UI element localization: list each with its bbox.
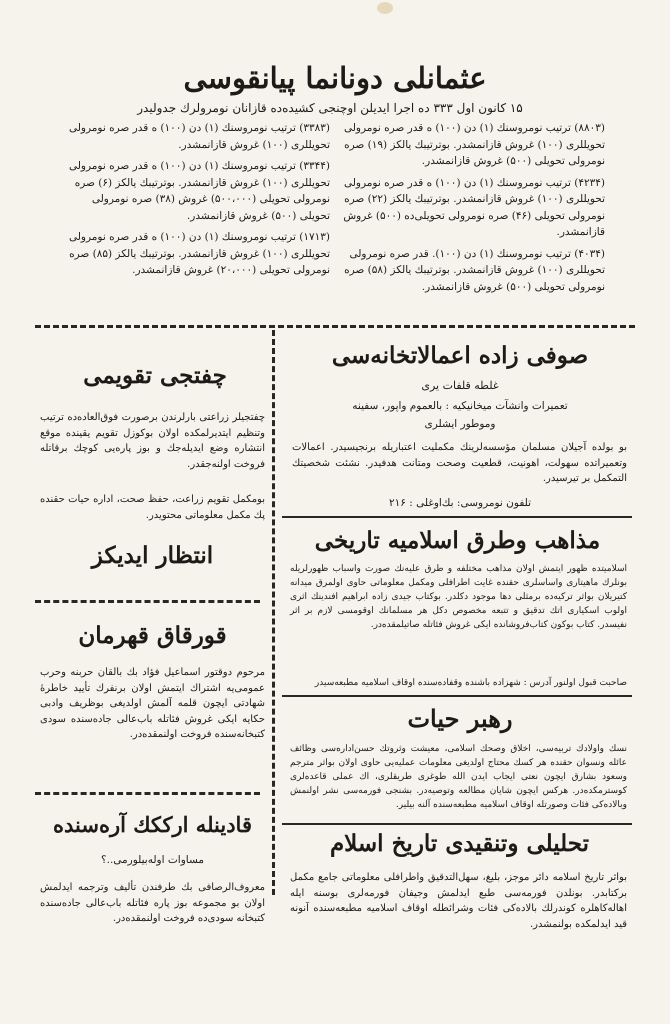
lottery-entry: (۱۷۱۳) ترتیب نومروسنك (۱) دن (۱۰۰) ه قدر صره نومرولی تحویللری (۱۰۰) غروش قازانمشدر. بوترتیبك یالکز (۸۵) صره نومرولی تحویلی (۲۰،۰۰۰) غروش قازانمشدر. bbox=[68, 231, 330, 276]
coward-hero-title: قورقاق قهرمان bbox=[78, 622, 227, 649]
islam-history-body: اسلامیتده ظهور ایتمش اولان مذاهب مختلفه و طرق علیه‌نك صورت واسباب ظهورلریله بونلرك ماهیتاری واساسلری حقنده غایت اطرافلی ومکمل معلوماتی حاوی اولمرق میدانه کتیریلان بواثر ترکیه‌ده برمثلی دها موجود دکلدر. بوکتاب جیدی زاده ابراهیم افندینك اثری اولوب اسکیاری اتك تدقیق و تتبعه مخصوص دکل هر مسلمانك اوقومسی لازم بر اثر نفیسدر. کتاب بوکون کتاب‌فروشانده ایکی غروش فئاتله صاتیلمقده‌در. bbox=[290, 564, 627, 630]
islam-history-title: مذاهب وطرق اسلامیه تاریخی bbox=[314, 527, 601, 554]
lottery-entry: (۳۳۸۳) ترتیب نومروسنك (۱) دن (۱۰۰) ه قدر صره نومرولی تحویللری (۱۰۰) غروش قازانمشدر. bbox=[68, 122, 330, 151]
women-men-subtitle: مساوات اوله‌بیلورمی..؟ bbox=[101, 854, 204, 866]
lottery-entry: (۳۳۴۴) ترتیب نومروسنك (۱) دن (۱۰۰) ه قدر صره نومرولی تحویللری (۱۰۰) غروش قازانمشدر. بوترتیبك یالکز (۶) صره نومرولی تحویلی (۵۰۰،۰۰۰) غروش (۳۸) صره نومرولی تحویلی (۵۰۰) غروش قازانمشدر. bbox=[68, 160, 330, 222]
factory-services-2: وموطور ایشلری bbox=[424, 418, 496, 430]
factory-phone: تلفون نومروسی: بك‌اوغلی : ۲۱۶ bbox=[388, 497, 532, 509]
lottery-entry: (۴۰۳۴) ترتیب نومروسنك (۱) دن (۱۰۰). قدر صره نومرولی تحویللری (۱۰۰) غروش قازانمشدر. بوترتیبك یالکز (۵۸) صره نومرولی تحویلی (۵۰۰) غروش قازانمشدر. bbox=[344, 247, 605, 293]
await-title: انتظار ایدیکز bbox=[91, 542, 214, 569]
coward-hero-body: مرحوم دوقتور اسماعیل فؤاد بك بالقان حربنه وحرب عمومی‌یه اشتراك ایتمش اولان برنفرك تأیید خاطرهٔ شهادتی ایچون قلمه آلمش اولدیغی بوظریف وادبی حکایه ایکی غروش فئاتله باب‌عالی جاده‌سنده سودی کتبخانه‌سنده فروخت اولنمقده‌در. bbox=[40, 667, 265, 740]
divider bbox=[35, 600, 260, 603]
critical-history-body: بواثر تاریخ اسلامه دائر موجز، بلیغ، سهل‌التدقیق واطرافلی معلوماتی جامع مکمل برکتابدر. بونلدن فورمه‌سی طبع ایدلمش وجیفان فورمه‌لری بوسنه ایله اهاله‌کاهلره کوندرلك بالاده‌کی فئات وشرائطله اوقاف اسلامیه مطبعه‌سنده آنونه قید ایدلمکده بولنمشدر. bbox=[290, 872, 627, 930]
lottery-title: عثمانلی دونانما پیانقوسی bbox=[183, 61, 487, 95]
women-men-body: معروف‌الرصافی بك طرفندن تألیف وترجمه ایدلمش اولان بو مجموعه بوز پاره فئاتله باب‌عالی جاده‌سنده کتبخانه سودی‌ده فروخت اولنمقده‌در. bbox=[40, 882, 265, 924]
divider bbox=[282, 823, 632, 825]
farmer-calendar-title: چفتجی تقویمی bbox=[83, 362, 227, 389]
column-divider bbox=[272, 330, 275, 895]
lottery-entry: (۴۲۳۴) ترتیب نومروسنك (۱) دن (۱۰۰) ه قدر صره نومرولی تحویللری (۱۰۰) غروش قازانمشدر. بوترتیبك یالکز (۲۲) صره نومرولی تحویلی (۴۶) صره نومرولی تحویلی‌ده (۵۰۰) غروش قازانمشدر. bbox=[343, 176, 605, 238]
islam-history-address: صاحبت قبول اولنور آدرس : شهزاده باشنده وقفاده‌سنده اوقاف اسلامیه مطبعه‌سیدر bbox=[314, 678, 627, 688]
lottery-subtitle: ۱۵ کانون اول ۳۳۳ ده اجرا ایدیلن اوچنجی کشیده‌ده قازانان نومرولرك جدولیدر bbox=[137, 101, 523, 115]
women-men-title: قادینله ارککك آره‌سنده bbox=[52, 812, 252, 837]
factory-services: تعمیرات وانشآت میخانیکیه : بالعموم واپور، سفینه bbox=[352, 400, 568, 412]
factory-body: بو بولده آجیلان مسلمان مؤسسه‌لرینك مکملیت اعتباریله برنجیسیدر. اعمالات وتعمیراتده سهولت، اهونیت، قطعیت وصحت ومتانت هدفیدر. نشئت شخصیتك التمکمل بر تیرسیدر. bbox=[292, 442, 627, 484]
lottery-entry: (۸۸۰۳) ترتیب نومروسنك (۱) دن (۱۰۰) ه قدر صره نومرولی تحویللری (۱۰۰) غروش قازانمشدر. بوترتیبك یالکز (۱۹) صره نومرولی تحویلی (۵۰۰) غروش قازانمشدر. bbox=[343, 122, 605, 167]
critical-history-title: تحلیلی وتنقیدی تاریخ اسلام bbox=[329, 830, 590, 857]
life-guide-body: نسك واولادك تربیه‌سی، اخلاق وصحك اسلامی، معیشت وثروتك حسن‌اداره‌سی وظائف عائله ونسوان حقنده هر کسك محتاج اولدیغی معلومات عملیه‌یی حاوی اولان بواثر مترجم وسعود بشارق ایچون نعتی ایجاب ایدن الله طوغری طریقلری، اك عملی قاعده‌لری کوسترمکده‌در. هرکس ایچون شایان مطالعه وتوصیه‌در. بشنجی فورمه‌سی نشر اولنمش وبالاده‌کی فئات وصورتله اوقاف اسلامیه مطبعه‌سنده آلنه بیلیر. bbox=[290, 744, 627, 810]
paper-stain bbox=[377, 2, 393, 14]
life-guide-title: رهبر حیات bbox=[407, 704, 513, 733]
farmer-calendar-body-2: بومکمل تقویم زراعت، حفظ صحت، اداره حیات حقنده پك مکمل معلوماتی محتویدر. bbox=[40, 494, 265, 521]
factory-title: صوفی زاده اعمالاتخانه‌سی bbox=[331, 342, 589, 369]
farmer-calendar-body: چفتجیلر زراعتی بارلرندن برصورت فوق‌العاده‌ده ترتیب وتنظیم ایتدیرلمکده اولان بوکوزل تقویم یقینده موقع انتشاره وضع ایدیله‌جك و بوز پاره‌یی کوچك برقاتله فروخت اولنه‌جقدر. bbox=[40, 412, 265, 470]
divider bbox=[282, 516, 632, 518]
divider bbox=[35, 325, 635, 328]
divider bbox=[282, 695, 632, 697]
lottery-right-column bbox=[340, 120, 605, 300]
divider bbox=[35, 792, 260, 795]
factory-address: غلطه قلفات یری bbox=[421, 379, 499, 392]
lottery-left-column bbox=[65, 120, 330, 284]
